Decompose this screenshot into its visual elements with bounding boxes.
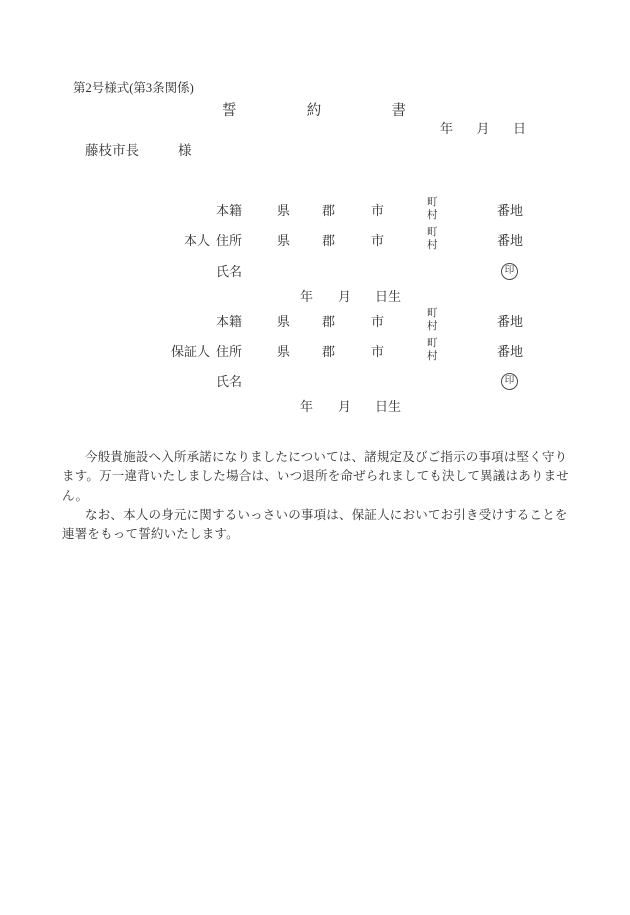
addressee-honorific: 様 (178, 143, 192, 158)
addressee-name: 藤枝市長 (85, 143, 139, 158)
village-label: 村 (427, 209, 438, 221)
birth-year-label: 年 (300, 399, 314, 414)
pledge-paragraph-1: 今般貴施設へ入所承諾になりましたについては、諸規定及びご指示の事項は堅く守ります。万一違背いたしました場合は、いつ退所を命ぜられましても決して異議はありません。 (62, 450, 570, 503)
lot-number-label: 番地 (497, 314, 524, 329)
birth-day-label: 日生 (375, 399, 402, 414)
domicile-row (0, 308, 630, 332)
birth-year-label: 年 (300, 289, 314, 304)
day-label: 日 (512, 121, 526, 136)
town-label: 町 (427, 227, 438, 238)
title-char: 誓 (222, 103, 237, 119)
name-row (0, 264, 630, 282)
town-village-label (427, 227, 438, 252)
year-label: 年 (440, 121, 454, 136)
pledge-paragraph-2: なお、本人の身元に関するいっさいの事項は、保証人においてお引き受けすることを連署をもって誓約いたします。 (62, 507, 568, 542)
name-label: 氏名 (216, 264, 243, 279)
address-label: 住所 (216, 344, 243, 359)
address-label: 住所 (216, 233, 243, 248)
village-label: 村 (427, 320, 438, 332)
pledge-body (62, 448, 571, 544)
domicile-row (0, 197, 630, 221)
form-number: 第2号様式(第3条関係) (73, 81, 194, 95)
village-label: 村 (427, 350, 438, 362)
role-label-guarantor: 保証人 (170, 344, 210, 359)
title-char: 約 (306, 103, 322, 119)
address-row (0, 338, 630, 362)
town-village-label (427, 338, 438, 363)
prefecture-label: 県 (277, 344, 291, 359)
domicile-label: 本籍 (216, 203, 243, 218)
birthdate-row (0, 289, 630, 307)
birth-month-label: 月 (338, 289, 352, 304)
name-label: 氏名 (216, 374, 243, 389)
prefecture-label: 県 (277, 203, 291, 218)
town-label: 町 (427, 338, 438, 349)
lot-number-label: 番地 (497, 203, 524, 218)
city-label: 市 (371, 344, 385, 359)
village-label: 村 (427, 239, 438, 251)
month-label: 月 (476, 121, 490, 136)
lot-number-label: 番地 (497, 233, 524, 248)
birth-day-label: 日生 (375, 289, 402, 304)
seal-icon: 印 (501, 263, 518, 280)
county-label: 郡 (322, 344, 336, 359)
domicile-label: 本籍 (216, 314, 243, 329)
town-label: 町 (427, 308, 438, 319)
prefecture-label: 県 (277, 233, 291, 248)
prefecture-label: 県 (277, 314, 291, 329)
name-row (0, 374, 630, 392)
lot-number-label: 番地 (497, 344, 524, 359)
date-line (440, 121, 526, 136)
role-label-person: 本人 (183, 233, 210, 248)
address-row (0, 227, 630, 251)
city-label: 市 (371, 203, 385, 218)
county-label: 郡 (322, 203, 336, 218)
document-title (222, 103, 406, 119)
town-village-label (427, 197, 438, 222)
birth-month-label: 月 (338, 399, 352, 414)
town-label: 町 (427, 197, 438, 208)
city-label: 市 (371, 233, 385, 248)
city-label: 市 (371, 314, 385, 329)
town-village-label (427, 308, 438, 333)
county-label: 郡 (322, 233, 336, 248)
title-char: 書 (391, 103, 406, 119)
birthdate-row (0, 399, 630, 417)
county-label: 郡 (322, 314, 336, 329)
seal-icon: 印 (501, 373, 518, 390)
